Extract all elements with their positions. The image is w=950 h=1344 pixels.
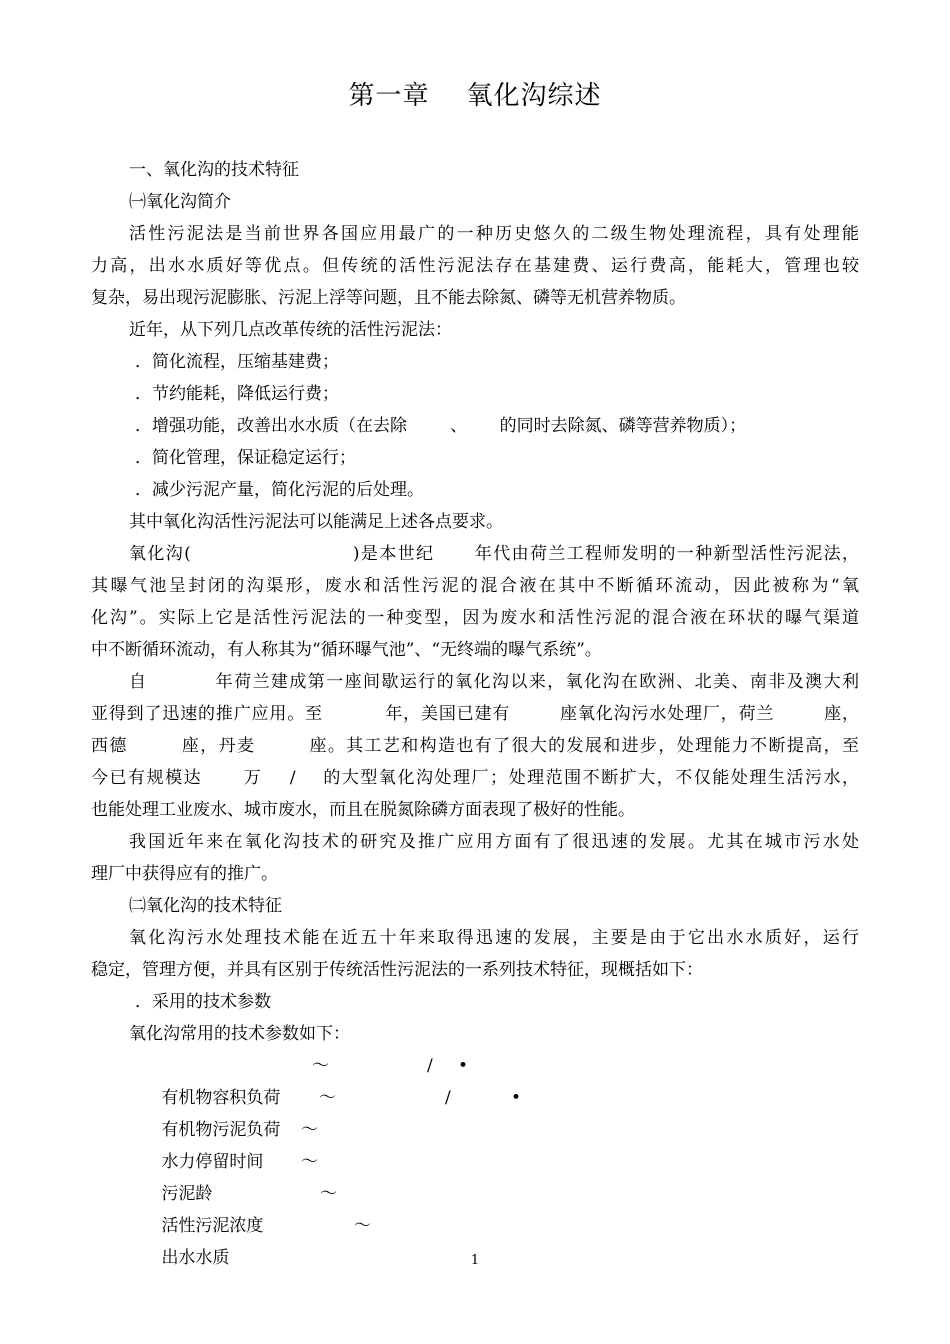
parameter-label: 出水水质 [161,1248,230,1268]
paragraph-line: 其曝气池呈封闭的沟渠形，废水和活性污泥的混合液在其中不断循环流动，因此被称为“氧 [91,576,859,596]
chapter-title: 第一章 氧化沟综述 [348,81,602,111]
parameter-row [91,1050,859,1108]
unit-dot: • [458,1056,469,1076]
section-heading: 一、氧化沟的技术特征 [129,160,299,180]
paragraph-line: 活性污泥法是当前世界各国应用最广的一种历史悠久的二级生物处理流程，具有处理能 [129,224,859,244]
list-item: ．简化流程，压缩基建费； [135,352,339,372]
list-item: ．简化管理，保证稳定运行； [135,448,356,468]
paragraph-line: 复杂，易出现污泥膨胀、污泥上浮等问题，且不能去除氮、磷等无机营养物质。 [91,288,686,308]
list-item: ．增强功能，改善出水水质（在去除 、 的同时去除氮、磷等营养物质）； [135,416,747,436]
range-tilde: ～ [312,1056,329,1076]
parameter-label: 有机物容积负荷 [161,1088,281,1108]
parameter-row [91,1114,859,1172]
subsection-heading: ㈠氧化沟简介 [129,192,231,212]
paragraph-line: 稳定，管理方便，并具有区别于传统活性污泥法的一系列技术特征，现概括如下： [91,960,703,980]
list-item: ．采用的技术参数 [135,992,271,1012]
subsection-heading: ㈡氧化沟的技术特征 [129,896,282,916]
unit-slash: / [445,1088,451,1108]
paragraph-line: 其中氧化沟活性污泥法可以能满足上述各点要求。 [129,512,503,532]
range-tilde: ～ [354,1216,371,1236]
paragraph-line: 西德 座，丹麦 座。其工艺和构造也有了很大的发展和进步，处理能力不断提高，至 [91,736,859,756]
unit-dot: • [511,1088,522,1108]
paragraph-line: 化沟”。实际上它是活性污泥法的一种变型，因为废水和活性污泥的混合液在环状的曝气渠道 [91,608,859,628]
paragraph-line: 也能处理工业废水、城市废水，而且在脱氮除磷方面表现了极好的性能。 [91,800,635,820]
paragraph-line: 力高，出水水质好等优点。但传统的活性污泥法存在基建费、运行费高，能耗大，管理也较 [91,256,859,276]
parameter-row [91,1146,859,1204]
paragraph-line: 氧化沟污水处理技术能在近五十年来取得迅速的发展，主要是由于它出水水质好，运行 [129,928,859,948]
list-item: ．减少污泥产量，简化污泥的后处理。 [135,480,424,500]
paragraph-line: 氧化沟常用的技术参数如下： [129,1024,350,1044]
paragraph-line: 中不断循环流动，有人称其为“循环曝气池”、“无终端的曝气系统”。 [91,640,602,660]
paragraph-line: 自 年荷兰建成第一座间歇运行的氧化沟以来，氧化沟在欧洲、北美、南非及澳大利 [129,672,859,692]
range-tilde: ～ [320,1184,337,1204]
paragraph-line: 我国近年来在氧化沟技术的研究及推广应用方面有了很迅速的发展。尤其在城市污水处 [129,832,859,852]
parameter-label: 水力停留时间 [161,1152,264,1172]
parameter-label: 活性污泥浓度 [161,1216,264,1236]
parameter-row [91,1082,859,1140]
range-tilde: ～ [301,1152,318,1172]
parameter-row [91,1210,859,1268]
unit-slash: / [427,1056,433,1076]
range-tilde: ～ [319,1088,336,1108]
paragraph-line: 近年，从下列几点改革传统的活性污泥法： [129,320,452,340]
page-number: 1 [470,1253,480,1268]
paragraph-line: 今已有规模达 万 / 的大型氧化沟处理厂；处理范围不断扩大，不仅能处理生活污水， [91,768,859,788]
list-item: ．节约能耗，降低运行费； [135,384,339,404]
paragraph-line: 亚得到了迅速的推广应用。至 年，美国已建有 座氧化沟污水处理厂，荷兰 座， [91,704,859,724]
parameter-label: 有机物污泥负荷 [161,1120,281,1140]
document-body [91,154,859,1268]
parameter-row [91,1178,859,1236]
paragraph-line: 理厂中获得应有的推广。 [91,864,278,884]
paragraph-line: 氧化沟( )是本世纪 年代由荷兰工程师发明的一种新型活性污泥法， [129,544,859,564]
range-tilde: ～ [301,1120,318,1140]
parameter-label: 污泥龄 [161,1184,213,1204]
